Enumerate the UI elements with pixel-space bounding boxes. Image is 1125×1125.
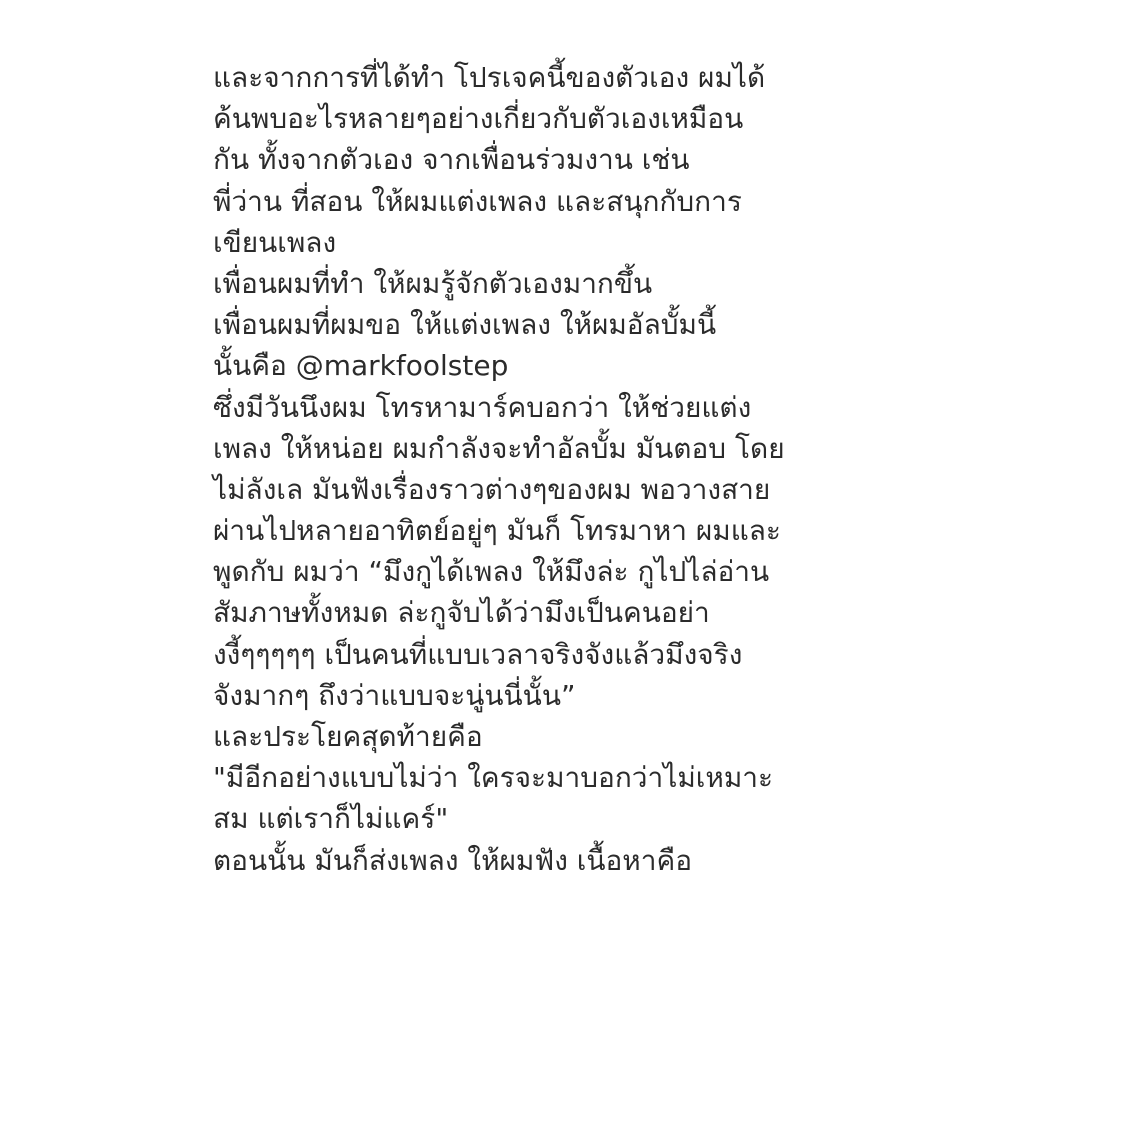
text-line-12: ผ่านไปหลายอาทิตย์อยู่ๆ มันก็ โทรมาหา ผมและ: [213, 514, 781, 548]
text-line-17: และประโยคสุดท้ายคือ: [213, 720, 483, 753]
text-line-11: ไม่ลังเล มันฟังเรื่องราวต่างๆของผม พอวางสาย: [213, 472, 771, 506]
text-line-6: เพื่อนผมที่ทำ ให้ผมรู้จักตัวเองมากขึ้น: [213, 266, 653, 300]
text-line-13: พูดกับ ผมว่า “มึงกูได้เพลง ให้มึงล่ะ กูไปไล่อ่าน: [213, 555, 770, 589]
text-line-16: จังมากๆ ถึงว่าแบบจะนู่นนี่นั้น”: [213, 678, 576, 712]
text-line-1: และจากการที่ได้ทำ โปรเจคนี้ของตัวเอง ผมได้: [213, 61, 766, 94]
text-line-20: ตอนนั้น มันก็ส่งเพลง ให้ผมฟัง เนื้อหาคือ: [213, 843, 693, 877]
text-line-14: สัมภาษทั้งหมด ล่ะกูจับได้ว่ามึงเป็นคนอย่า: [213, 596, 710, 630]
text-line-15: งงี้ๆๆๆๆๆ เป็นคนที่แบบเวลาจริงจังแล้วมึงจริง: [213, 637, 743, 671]
text-line-7: เพื่อนผมที่ผมขอ ให้แต่งเพลง ให้ผมอัลบั้มนี้: [213, 308, 717, 342]
text-line-3: กัน ทั้งจากตัวเอง จากเพื่อนร่วมงาน เช่น: [213, 143, 690, 177]
text-line-8: นั้นคือ @markfoolstep: [213, 349, 509, 383]
caption-text-block: [213, 57, 933, 881]
text-line-19: สม แต่เราก็ไม่แคร์": [213, 802, 449, 836]
text-line-4: พี่ว่าน ที่สอน ให้ผมแต่งเพลง และสนุกกับการ: [213, 184, 742, 218]
text-line-5: เขียนเพลง: [213, 225, 337, 259]
text-line-10: เพลง ให้หน่อย ผมกำลังจะทำอัลบั้ม มันตอบ โดย: [213, 431, 785, 465]
text-line-2: ค้นพบอะไรหลายๆอย่างเกี่ยวกับตัวเองเหมือน: [213, 102, 744, 136]
text-line-18: "มีอีกอย่างแบบไม่ว่า ใครจะมาบอกว่าไม่เหมาะ: [213, 761, 774, 795]
text-line-9: ซึ่งมีวันนึงผม โทรหามาร์คบอกว่า ให้ช่วยแต่ง: [213, 390, 752, 424]
